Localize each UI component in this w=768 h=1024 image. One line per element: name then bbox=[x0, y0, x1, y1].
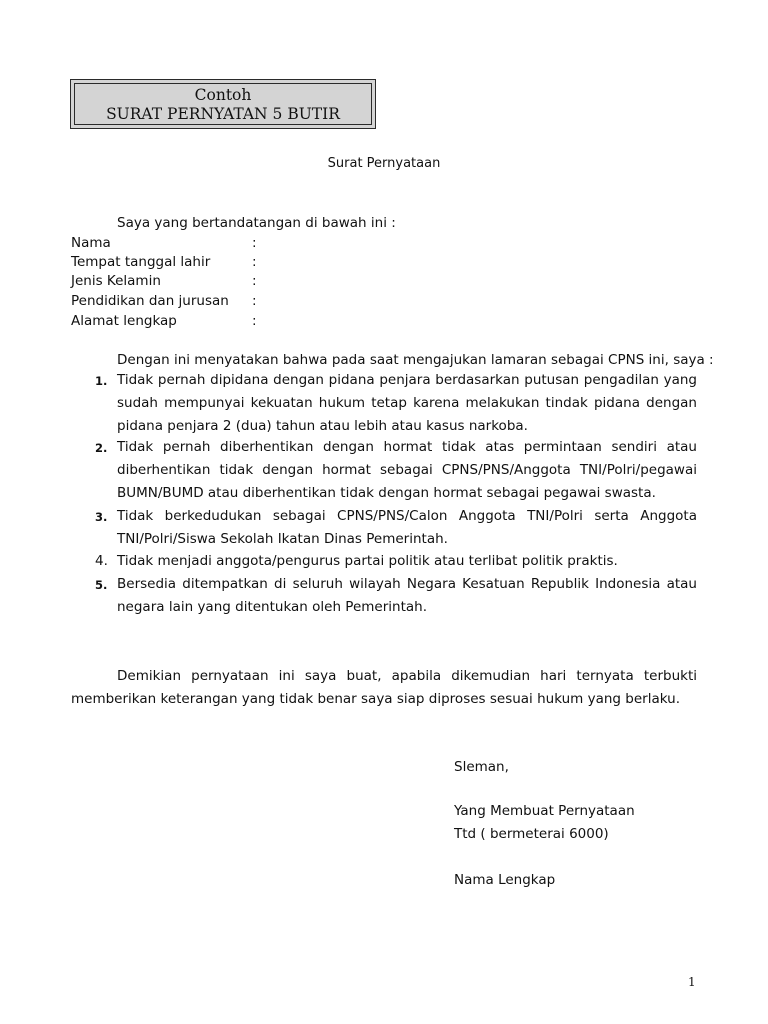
list-item-line: Tidak pernah dipidana dengan pidana penjara berdasarkan putusan pengadilan yang bbox=[117, 372, 697, 388]
list-item-line: Tidak pernah diberhentikan dengan hormat tidak atas permintaan sendiri atau bbox=[117, 439, 697, 455]
closing-line: memberikan keterangan yang tidak benar saya siap diproses sesuai hukum yang berlaku. bbox=[71, 691, 680, 707]
list-item-line: sudah mempunyai kekuatan hukum tetap karena melakukan tindak pidana dengan bbox=[117, 395, 697, 411]
list-number: 3. bbox=[95, 510, 108, 524]
closing-line: Demikian pernyataan ini saya buat, apabila dikemudian hari ternyata terbukti bbox=[117, 668, 697, 684]
list-item-line: Tidak menjadi anggota/pengurus partai politik atau terlibat politik praktis. bbox=[117, 553, 618, 569]
signature-maker: Yang Membuat Pernyataan bbox=[454, 803, 635, 819]
statement-intro: Dengan ini menyatakan bahwa pada saat mengajukan lamaran sebagai CPNS ini, saya : bbox=[117, 352, 714, 368]
field-label-alamat: Alamat lengkap bbox=[71, 313, 177, 329]
list-number: 2. bbox=[95, 441, 108, 455]
list-item-line: pidana penjara 2 (dua) tahun atau lebih atau kasus narkoba. bbox=[117, 418, 528, 434]
signature-ttd: Ttd ( bermeterai 6000) bbox=[454, 826, 609, 842]
field-colon: : bbox=[252, 254, 257, 270]
signature-name: Nama Lengkap bbox=[454, 872, 556, 888]
document-heading: Surat Pernyataan bbox=[327, 156, 441, 171]
field-label-pendidikan: Pendidikan dan jurusan bbox=[71, 293, 229, 309]
list-item-line: TNI/Polri/Siswa Sekolah Ikatan Dinas Pemerintah. bbox=[117, 531, 448, 547]
list-item-line: Tidak berkedudukan sebagai CPNS/PNS/Calon Anggota TNI/Polri serta Anggota bbox=[117, 508, 697, 524]
list-number: 4. bbox=[95, 553, 108, 569]
page-number: 1 bbox=[688, 975, 696, 989]
field-colon: : bbox=[252, 235, 257, 251]
field-label-nama: Nama bbox=[71, 235, 111, 251]
field-label-tempat-tanggal-lahir: Tempat tanggal lahir bbox=[71, 254, 211, 270]
list-number: 5. bbox=[95, 578, 108, 592]
field-colon: : bbox=[252, 273, 257, 289]
list-item-line: BUMN/BUMD atau diberhentikan tidak dengan hormat sebagai pegawai swasta. bbox=[117, 485, 656, 501]
list-item-line: Bersedia ditempatkan di seluruh wilayah Negara Kesatuan Republik Indonesia atau bbox=[117, 576, 697, 592]
list-item-line: diberhentikan tidak dengan hormat sebagai CPNS/PNS/Anggota TNI/Polri/pegawai bbox=[117, 462, 697, 478]
title-box bbox=[70, 79, 376, 129]
field-colon: : bbox=[252, 293, 257, 309]
list-item-line: negara lain yang ditentukan oleh Pemerintah. bbox=[117, 599, 427, 615]
signature-place: Sleman, bbox=[454, 759, 509, 775]
title-line-1: Contoh bbox=[194, 86, 252, 104]
list-number: 1. bbox=[95, 374, 108, 388]
field-colon: : bbox=[252, 313, 257, 329]
intro-text: Saya yang bertandatangan di bawah ini : bbox=[117, 215, 396, 231]
title-line-2: SURAT PERNYATAN 5 BUTIR bbox=[106, 105, 340, 123]
field-label-jenis-kelamin: Jenis Kelamin bbox=[71, 273, 161, 289]
